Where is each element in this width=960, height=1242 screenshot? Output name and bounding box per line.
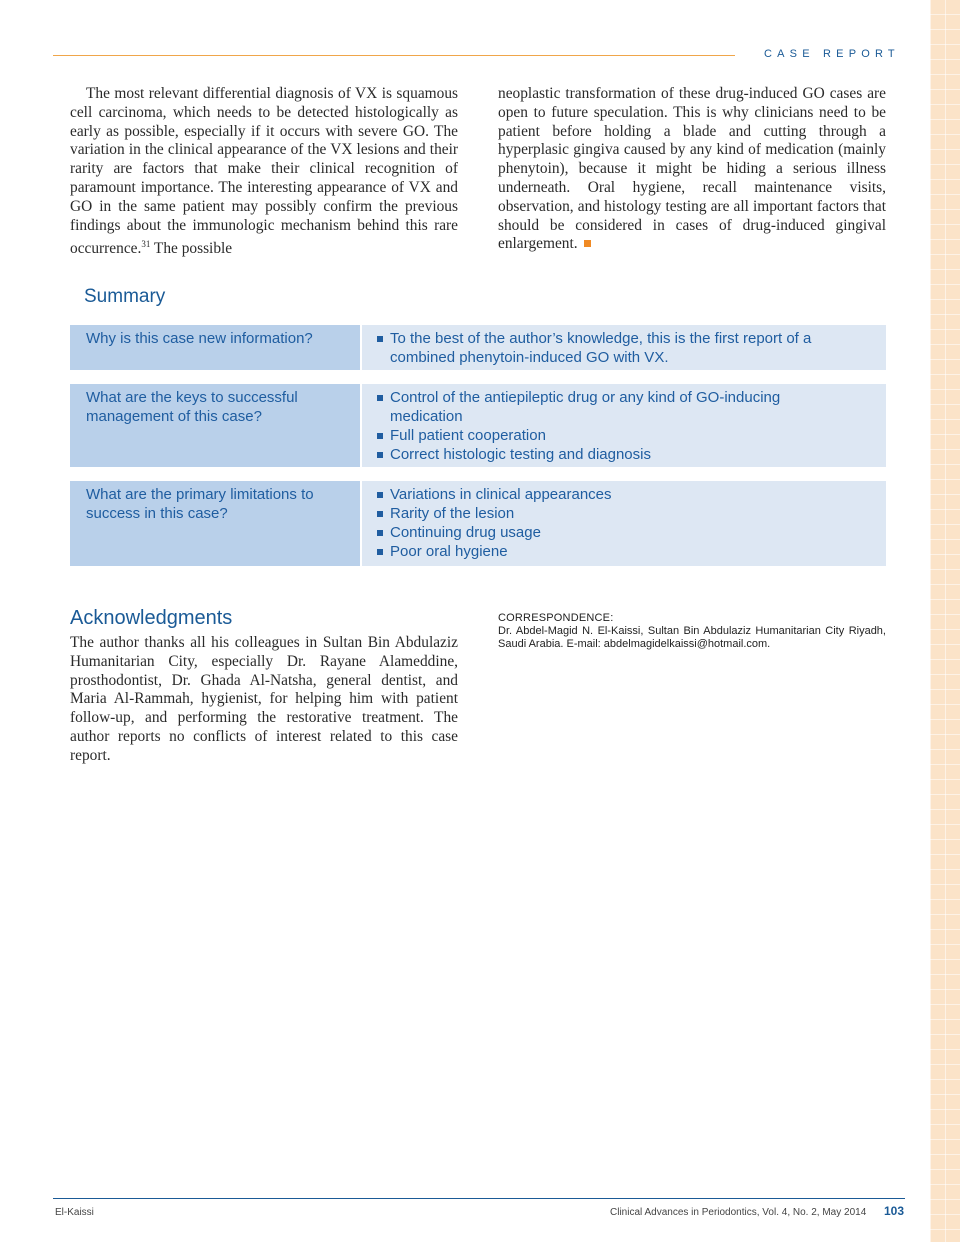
summary-question: Why is this case new information?: [70, 325, 360, 370]
body-column-right: [498, 85, 886, 254]
running-head: CASE REPORT: [764, 48, 900, 60]
correspondence-label: CORRESPONDENCE:: [498, 612, 614, 624]
summary-row: [70, 481, 886, 566]
acknowledgments-text: The author thanks all his colleagues in Sultan Bin Abdulaziz Humanitarian City, especially Dr. Rayane Alameddine, prosthodontist, Dr. Ghada Al-Natsha, general dentist, and Maria Al-Rammah, hygienist, for helping him with patient follow-up, and performing the restorative treatment. The author reports no conflicts of interest related to this case report.: [70, 634, 458, 764]
decorative-tile-strip: [930, 0, 960, 1242]
summary-row: [70, 384, 886, 467]
page-number: 103: [884, 1204, 905, 1218]
summary-bullet: To the best of the author’s knowledge, this is the first report of a combined phenytoin-induced GO with VX.: [376, 329, 846, 367]
summary-answer: [362, 481, 886, 566]
summary-answer: [362, 325, 886, 370]
body-paragraph-left: The most relevant differential diagnosis of VX is squamous cell carcinoma, which needs to be detected histologically as early as possible, especially if it occurs with severe GO. The variation in the clinical appearance of the VX lesions and their rarity are factors that make their clinical recognition of paramount importance. The interesting appearance of VX and GO in the same patient may possibly confirm the previous findings about the immunologic mechanism behind this rare occurrence.$^{31}$ The possible: [70, 85, 458, 258]
body-column-left: [70, 85, 458, 259]
summary-bullet: Control of the antiepileptic drug or any kind of GO-inducing medication: [376, 388, 846, 426]
summary-bullet: Variations in clinical appearances: [376, 485, 846, 504]
summary-question: What are the keys to successful management of this case?: [70, 384, 360, 467]
header-rule: [53, 55, 735, 56]
correspondence-text: Dr. Abdel-Magid N. El-Kaissi, Sultan Bin Abdulaziz Humanitarian City Riyadh, Saudi Arabia. E-mail: abdelmagidelkaissi@hotmail.com.: [498, 625, 886, 650]
body-paragraph-right: neoplastic transformation of these drug-induced GO cases are open to future speculation. This is why clinicians need to be patient before holding a blade and cutting through a hyperplasic gingiva caused by any kind of medication (mainly phenytoin), because it might be hiding a serious illness underneath. Oral hygiene, recall maintenance visits, observation, and histology testing are all important factors that should be considered in cases of drug-induced gingival enlargement.: [498, 85, 886, 253]
footer-author: El-Kaissi: [55, 1207, 94, 1218]
summary-bullet: Continuing drug usage: [376, 523, 846, 542]
reference-superscript[interactable]: 31: [141, 239, 151, 250]
summary-title: Summary: [84, 286, 166, 307]
end-of-article-icon: [584, 240, 591, 247]
summary-bullet: Correct histologic testing and diagnosis: [376, 445, 846, 464]
acknowledgments-title: Acknowledgments: [70, 607, 233, 629]
summary-question: What are the primary limitations to success in this case?: [70, 481, 360, 566]
summary-row: [70, 325, 886, 370]
footer-rule: [53, 1198, 905, 1199]
footer-journal-citation: Clinical Advances in Periodontics, Vol. 4, No. 2, May 2014: [610, 1207, 867, 1218]
summary-answer: [362, 384, 886, 467]
summary-bullet: Full patient cooperation: [376, 426, 846, 445]
summary-bullet: Poor oral hygiene: [376, 542, 846, 561]
summary-bullet: Rarity of the lesion: [376, 504, 846, 523]
